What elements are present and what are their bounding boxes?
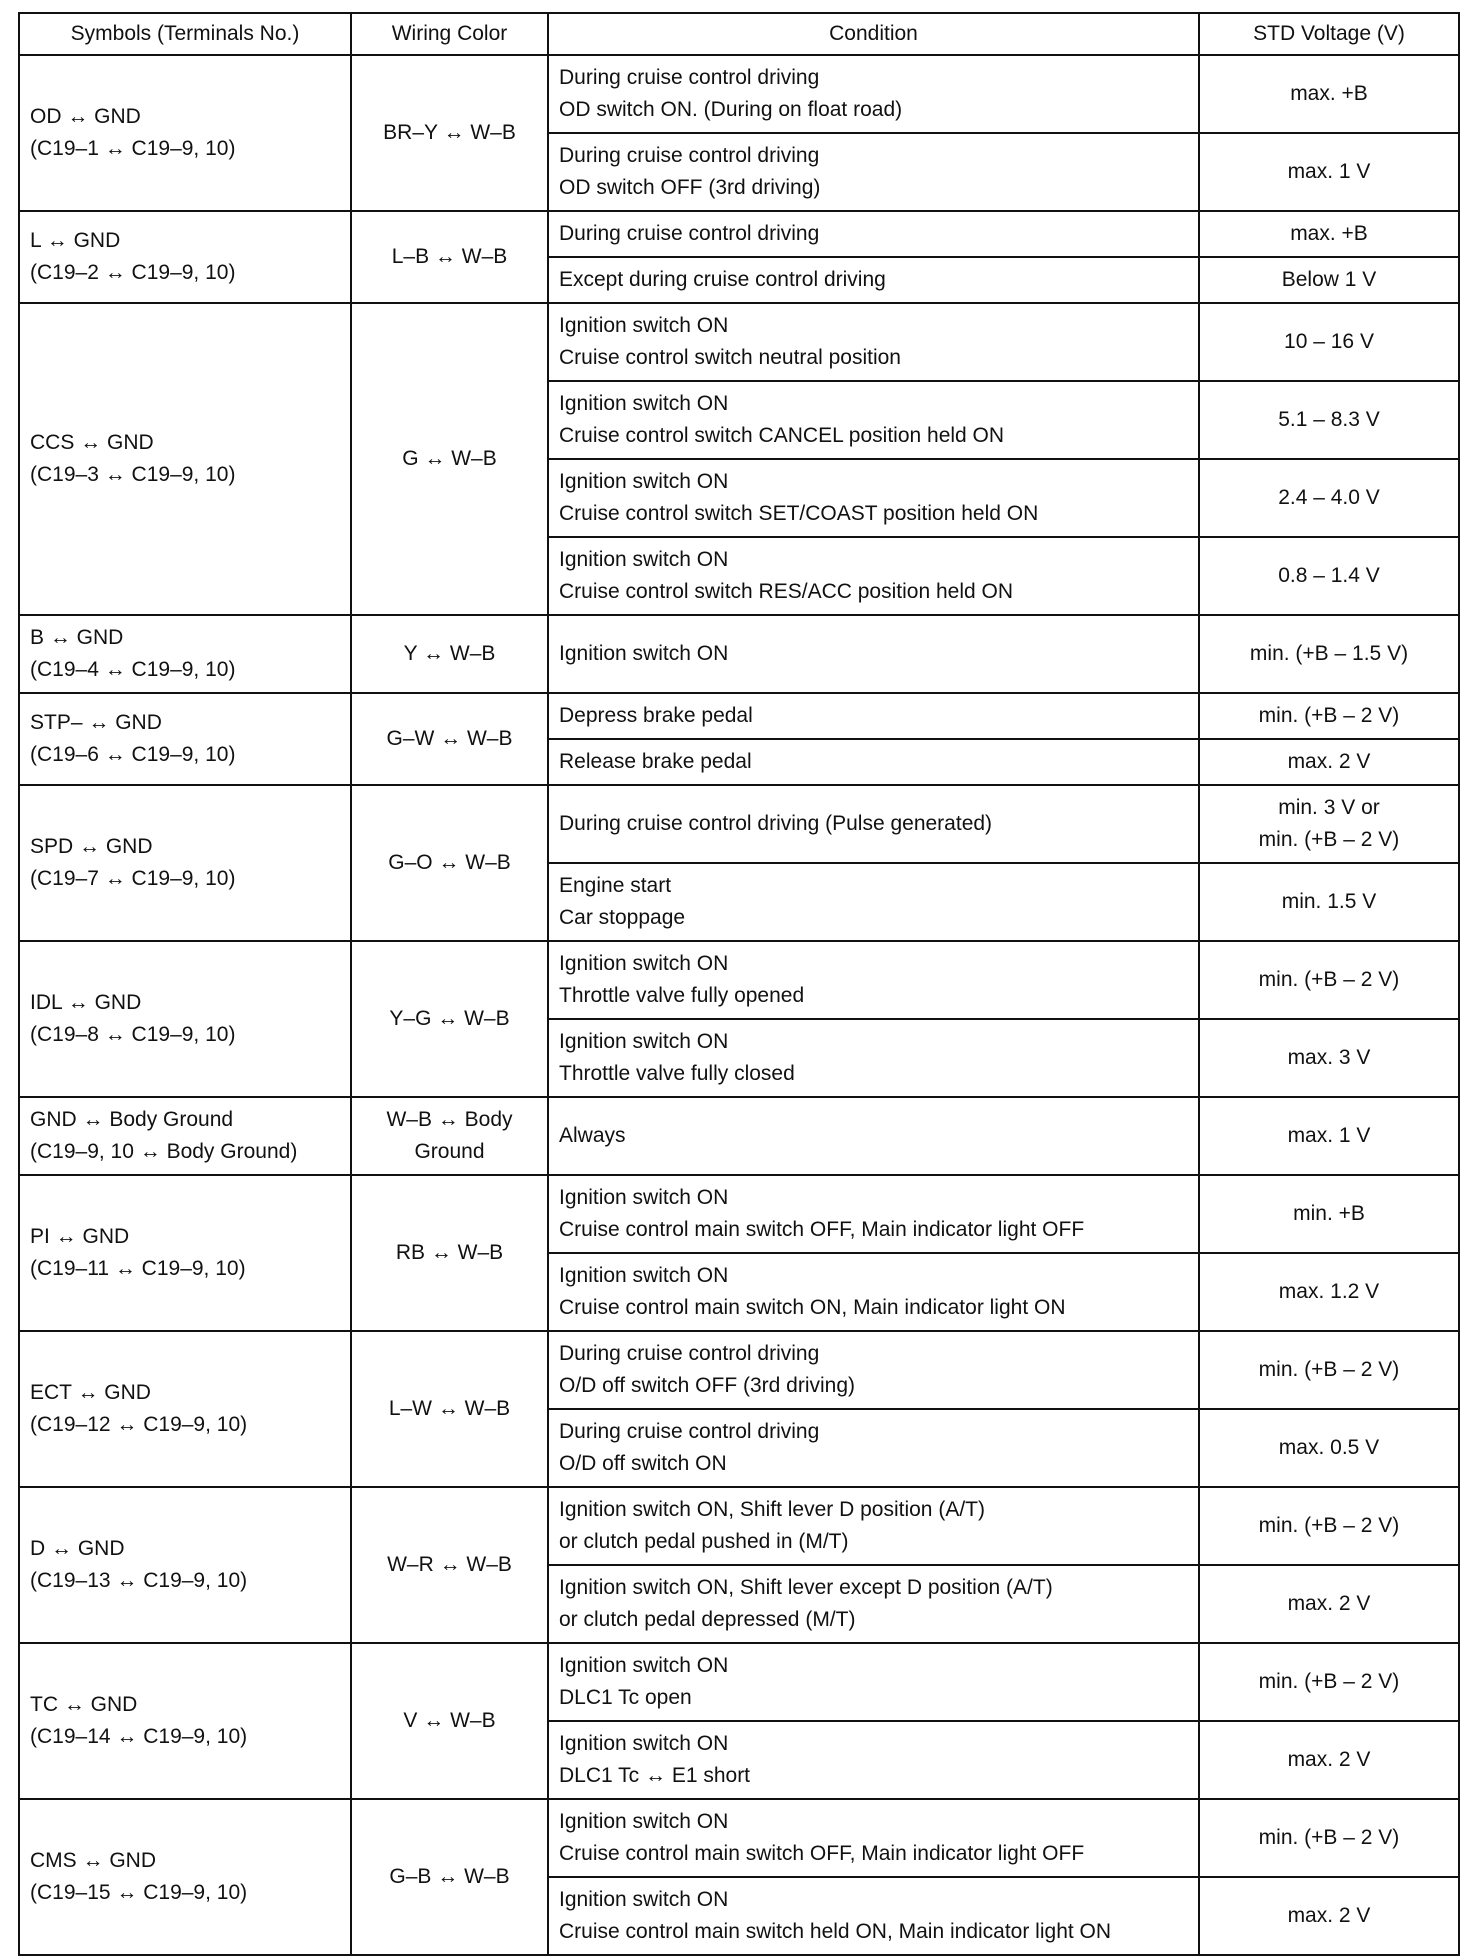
condition-cell	[548, 1643, 1199, 1721]
condition-cell	[548, 303, 1199, 381]
table-row	[19, 211, 1459, 257]
cell-line: max. 2 V	[1287, 750, 1371, 773]
condition-cell	[548, 1565, 1199, 1643]
std-voltage-cell	[1199, 863, 1459, 941]
condition-cell	[548, 133, 1199, 211]
cell-line: W–R ↔ W–B	[387, 1553, 512, 1576]
table-body	[19, 55, 1459, 1955]
symbol-cell	[19, 941, 351, 1097]
std-voltage-cell	[1199, 693, 1459, 739]
cell-line: Depress brake pedal	[559, 704, 753, 727]
cell-line: G ↔ W–B	[402, 447, 497, 470]
cell-line: G–O ↔ W–B	[388, 851, 511, 874]
condition-cell	[548, 693, 1199, 739]
condition-cell	[548, 55, 1199, 133]
terminal-voltage-table	[18, 12, 1460, 1956]
cell-line: max. 1 V	[1287, 160, 1371, 183]
table-row	[19, 1097, 1459, 1175]
condition-cell	[548, 1721, 1199, 1799]
condition-cell	[548, 1799, 1199, 1877]
cell-line: (C19–6 ↔ C19–9, 10)	[30, 743, 236, 766]
condition-cell	[548, 1253, 1199, 1331]
cell-line: min. (+B – 2 V)	[1258, 1514, 1400, 1537]
symbol-cell	[19, 1487, 351, 1643]
cell-line: 2.4 – 4.0 V	[1278, 486, 1380, 509]
cell-line: min. 3 V or	[1278, 796, 1380, 819]
table-row	[19, 1175, 1459, 1253]
symbol-cell	[19, 303, 351, 615]
cell-line: (C19–2 ↔ C19–9, 10)	[30, 261, 236, 284]
cell-line: (C19–14 ↔ C19–9, 10)	[30, 1725, 248, 1748]
std-voltage-cell	[1199, 257, 1459, 303]
wiring-color-cell	[351, 615, 548, 693]
cell-line: Cruise control main switch ON, Main indicator light ON	[559, 1296, 1066, 1319]
table-row	[19, 1487, 1459, 1565]
cell-line: RB ↔ W–B	[395, 1241, 504, 1264]
wiring-color-cell	[351, 303, 548, 615]
std-voltage-cell	[1199, 1877, 1459, 1955]
cell-line: (C19–4 ↔ C19–9, 10)	[30, 658, 236, 681]
cell-line: W–B ↔ Body	[386, 1108, 513, 1131]
cell-line: Ignition switch ON	[559, 1654, 729, 1677]
cell-line: Below 1 V	[1281, 268, 1377, 291]
cell-line: 0.8 – 1.4 V	[1278, 564, 1380, 587]
cell-line: (C19–1 ↔ C19–9, 10)	[30, 137, 236, 160]
condition-cell	[548, 459, 1199, 537]
cell-line: O/D off switch OFF (3rd driving)	[559, 1374, 856, 1397]
cell-line: Cruise control switch RES/ACC position held ON	[559, 580, 1014, 603]
condition-cell	[548, 211, 1199, 257]
cell-line: Ignition switch ON	[559, 1732, 729, 1755]
cell-line: Throttle valve fully opened	[559, 984, 805, 1007]
wiring-color-cell	[351, 1799, 548, 1955]
std-voltage-cell	[1199, 211, 1459, 257]
wiring-color-cell	[351, 1175, 548, 1331]
header-row	[19, 13, 1459, 55]
wiring-color-cell	[351, 55, 548, 211]
cell-line: Release brake pedal	[559, 750, 752, 773]
cell-line: min. (+B – 1.5 V)	[1249, 642, 1409, 665]
cell-line: min. (+B – 2 V)	[1258, 1670, 1400, 1693]
cell-line: Ignition switch ON	[559, 1186, 729, 1209]
cell-line: L ↔ GND	[30, 229, 121, 252]
std-voltage-cell	[1199, 941, 1459, 1019]
wiring-color-cell	[351, 941, 548, 1097]
cell-line: min. (+B – 2 V)	[1258, 968, 1400, 991]
symbol-cell	[19, 1175, 351, 1331]
cell-line: 5.1 – 8.3 V	[1278, 408, 1380, 431]
cell-line: max. 1 V	[1287, 1124, 1371, 1147]
condition-cell	[548, 381, 1199, 459]
cell-line: Ignition switch ON	[559, 1810, 729, 1833]
cell-line: Except during cruise control driving	[559, 268, 886, 291]
symbol-cell	[19, 211, 351, 303]
header-std-voltage: STD Voltage (V)	[1199, 13, 1459, 55]
condition-cell	[548, 785, 1199, 863]
condition-cell	[548, 739, 1199, 785]
condition-cell	[548, 1487, 1199, 1565]
cell-line: Ignition switch ON	[559, 952, 729, 975]
condition-cell	[548, 941, 1199, 1019]
cell-line: PI ↔ GND	[30, 1225, 130, 1248]
header-condition: Condition	[548, 13, 1199, 55]
condition-cell	[548, 863, 1199, 941]
cell-line: V ↔ W–B	[403, 1709, 496, 1732]
cell-line: GND ↔ Body Ground	[30, 1108, 234, 1131]
table-row	[19, 785, 1459, 863]
std-voltage-cell	[1199, 1799, 1459, 1877]
cell-line: IDL ↔ GND	[30, 991, 142, 1014]
cell-line: SPD ↔ GND	[30, 835, 153, 858]
terminal-voltage-sheet	[18, 12, 1458, 1956]
cell-line: Ground	[414, 1140, 485, 1163]
cell-line: min. 1.5 V	[1281, 890, 1377, 913]
std-voltage-cell	[1199, 739, 1459, 785]
symbol-cell	[19, 1643, 351, 1799]
cell-line: (C19–9, 10 ↔ Body Ground)	[30, 1140, 298, 1163]
cell-line: During cruise control driving	[559, 66, 820, 89]
cell-line: max. 0.5 V	[1278, 1436, 1380, 1459]
condition-cell	[548, 257, 1199, 303]
cell-line: Ignition switch ON	[559, 392, 729, 415]
table-row	[19, 615, 1459, 693]
cell-line: min. +B	[1293, 1202, 1365, 1225]
table-row	[19, 55, 1459, 133]
std-voltage-cell	[1199, 381, 1459, 459]
symbol-cell	[19, 693, 351, 785]
wiring-color-cell	[351, 693, 548, 785]
cell-line: B ↔ GND	[30, 626, 124, 649]
cell-line: BR–Y ↔ W–B	[383, 121, 516, 144]
cell-line: min. (+B – 2 V)	[1258, 1358, 1400, 1381]
wiring-color-cell	[351, 1331, 548, 1487]
std-voltage-cell	[1199, 1487, 1459, 1565]
cell-line: max. +B	[1290, 82, 1368, 105]
std-voltage-cell	[1199, 303, 1459, 381]
cell-line: Cruise control switch SET/COAST position held ON	[559, 502, 1039, 525]
wiring-color-cell	[351, 785, 548, 941]
cell-line: (C19–3 ↔ C19–9, 10)	[30, 463, 236, 486]
cell-line: During cruise control driving	[559, 222, 820, 245]
std-voltage-cell	[1199, 1409, 1459, 1487]
table-row	[19, 303, 1459, 381]
cell-line: max. +B	[1290, 222, 1368, 245]
symbol-cell	[19, 55, 351, 211]
condition-cell	[548, 1409, 1199, 1487]
condition-cell	[548, 537, 1199, 615]
cell-line: Cruise control main switch OFF, Main indicator light OFF	[559, 1218, 1085, 1241]
header-wiring-color: Wiring Color	[351, 13, 548, 55]
std-voltage-cell	[1199, 459, 1459, 537]
cell-line: During cruise control driving (Pulse generated)	[559, 812, 993, 835]
cell-line: min. (+B – 2 V)	[1258, 828, 1400, 851]
cell-line: Ignition switch ON	[559, 548, 729, 571]
table-row	[19, 693, 1459, 739]
symbol-cell	[19, 615, 351, 693]
std-voltage-cell	[1199, 1643, 1459, 1721]
cell-line: (C19–13 ↔ C19–9, 10)	[30, 1569, 248, 1592]
table-row	[19, 1331, 1459, 1409]
condition-cell	[548, 1877, 1199, 1955]
cell-line: max. 2 V	[1287, 1748, 1371, 1771]
cell-line: Always	[559, 1124, 626, 1147]
wiring-color-cell	[351, 1487, 548, 1643]
cell-line: L–B ↔ W–B	[391, 245, 508, 268]
cell-line: Ignition switch ON	[559, 1264, 729, 1287]
symbol-cell	[19, 1331, 351, 1487]
cell-line: (C19–12 ↔ C19–9, 10)	[30, 1413, 248, 1436]
std-voltage-cell	[1199, 1175, 1459, 1253]
cell-line: Ignition switch ON	[559, 1030, 729, 1053]
cell-line: max. 2 V	[1287, 1904, 1371, 1927]
cell-line: Engine start	[559, 874, 672, 897]
cell-line: Y–G ↔ W–B	[389, 1007, 510, 1030]
std-voltage-cell	[1199, 537, 1459, 615]
cell-line: G–W ↔ W–B	[386, 727, 513, 750]
cell-line: OD switch OFF (3rd driving)	[559, 176, 821, 199]
cell-line: Cruise control switch neutral position	[559, 346, 901, 369]
table-row	[19, 1643, 1459, 1721]
cell-line: TC ↔ GND	[30, 1693, 138, 1716]
std-voltage-cell	[1199, 1019, 1459, 1097]
cell-line: DLC1 Tc open	[559, 1686, 692, 1709]
cell-line: ECT ↔ GND	[30, 1381, 151, 1404]
cell-line: Ignition switch ON	[559, 1888, 729, 1911]
cell-line: L–W ↔ W–B	[388, 1397, 511, 1420]
wiring-color-cell	[351, 1643, 548, 1799]
cell-line: During cruise control driving	[559, 1342, 820, 1365]
std-voltage-cell	[1199, 1097, 1459, 1175]
cell-line: or clutch pedal depressed (M/T)	[559, 1608, 856, 1631]
std-voltage-cell	[1199, 1253, 1459, 1331]
cell-line: Cruise control main switch held ON, Main indicator light ON	[559, 1920, 1112, 1943]
cell-line: 10 – 16 V	[1284, 330, 1374, 353]
cell-line: Car stoppage	[559, 906, 686, 929]
cell-line: Ignition switch ON	[559, 470, 729, 493]
cell-line: min. (+B – 2 V)	[1258, 704, 1400, 727]
symbol-cell	[19, 1799, 351, 1955]
cell-line: min. (+B – 2 V)	[1258, 1826, 1400, 1849]
cell-line: Cruise control main switch OFF, Main indicator light OFF	[559, 1842, 1085, 1865]
cell-line: CCS ↔ GND	[30, 431, 154, 454]
wiring-color-cell	[351, 1097, 548, 1175]
condition-cell	[548, 1331, 1199, 1409]
std-voltage-cell	[1199, 55, 1459, 133]
cell-line: During cruise control driving	[559, 1420, 820, 1443]
std-voltage-cell	[1199, 1565, 1459, 1643]
std-voltage-cell	[1199, 615, 1459, 693]
std-voltage-cell	[1199, 785, 1459, 863]
cell-line: G–B ↔ W–B	[389, 1865, 510, 1888]
cell-line: Ignition switch ON, Shift lever except D position (A/T)	[559, 1576, 1053, 1599]
cell-line: or clutch pedal pushed in (M/T)	[559, 1530, 849, 1553]
cell-line: During cruise control driving	[559, 144, 820, 167]
cell-line: STP– ↔ GND	[30, 711, 162, 734]
symbol-cell	[19, 1097, 351, 1175]
cell-line: D ↔ GND	[30, 1537, 125, 1560]
condition-cell	[548, 615, 1199, 693]
cell-line: max. 2 V	[1287, 1592, 1371, 1615]
wiring-color-cell	[351, 211, 548, 303]
cell-line: OD switch ON. (During on float road)	[559, 98, 903, 121]
std-voltage-cell	[1199, 133, 1459, 211]
table-row	[19, 1799, 1459, 1877]
condition-cell	[548, 1097, 1199, 1175]
cell-line: Ignition switch ON, Shift lever D position (A/T)	[559, 1498, 985, 1521]
cell-line: OD ↔ GND	[30, 105, 141, 128]
cell-line: Ignition switch ON	[559, 642, 729, 665]
cell-line: CMS ↔ GND	[30, 1849, 156, 1872]
cell-line: max. 3 V	[1287, 1046, 1371, 1069]
cell-line: (C19–11 ↔ C19–9, 10)	[30, 1257, 246, 1280]
cell-line: Y ↔ W–B	[403, 642, 496, 665]
symbol-cell	[19, 785, 351, 941]
cell-line: DLC1 Tc ↔ E1 short	[559, 1764, 751, 1787]
cell-line: Cruise control switch CANCEL position held ON	[559, 424, 1005, 447]
cell-line: O/D off switch ON	[559, 1452, 727, 1475]
condition-cell	[548, 1175, 1199, 1253]
std-voltage-cell	[1199, 1721, 1459, 1799]
cell-line: Ignition switch ON	[559, 314, 729, 337]
cell-line: (C19–8 ↔ C19–9, 10)	[30, 1023, 236, 1046]
cell-line: Throttle valve fully closed	[559, 1062, 795, 1085]
std-voltage-cell	[1199, 1331, 1459, 1409]
cell-line: max. 1.2 V	[1278, 1280, 1380, 1303]
table-row	[19, 941, 1459, 1019]
condition-cell	[548, 1019, 1199, 1097]
cell-line: (C19–15 ↔ C19–9, 10)	[30, 1881, 248, 1904]
cell-line: (C19–7 ↔ C19–9, 10)	[30, 867, 236, 890]
header-symbols: Symbols (Terminals No.)	[19, 13, 351, 55]
